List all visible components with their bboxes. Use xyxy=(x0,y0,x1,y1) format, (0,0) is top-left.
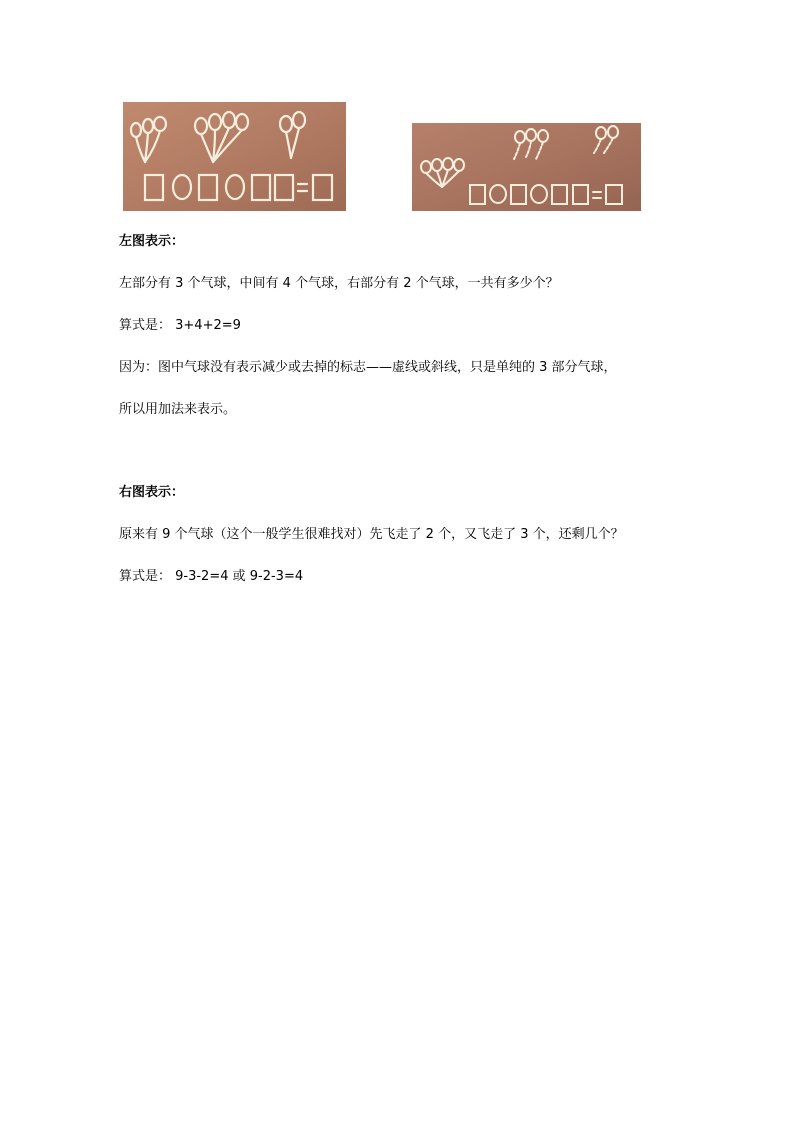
left-section-reason-line2: 所以用加法来表示。 xyxy=(119,402,237,417)
right-section-formula: 算式是： 9-3-2=4 或 9-2-3=4 xyxy=(119,569,304,584)
left-balloon-photo xyxy=(123,102,346,211)
left-section-question: 左部分有 3 个气球，中间有 4 个气球，右部分有 2 个气球，一共有多少个？ xyxy=(119,276,559,291)
left-section-formula: 算式是： 3+4+2=9 xyxy=(119,318,241,333)
left-section-heading: 左图表示： xyxy=(119,234,185,249)
chalkboard-balloons-subtraction-icon xyxy=(412,123,641,211)
right-section-question: 原来有 9 个气球（这个一般学生很难找对）先飞走了 2 个，又飞走了 3 个，还剩几个？ xyxy=(119,527,624,542)
right-balloon-photo xyxy=(412,123,641,211)
right-section-heading: 右图表示： xyxy=(119,485,185,500)
chalkboard-balloons-addition-icon xyxy=(123,102,346,211)
left-section-reason-line1: 因为：图中气球没有表示减少或去掉的标志——虚线或斜线，只是单纯的 3 部分气球， xyxy=(119,360,617,375)
